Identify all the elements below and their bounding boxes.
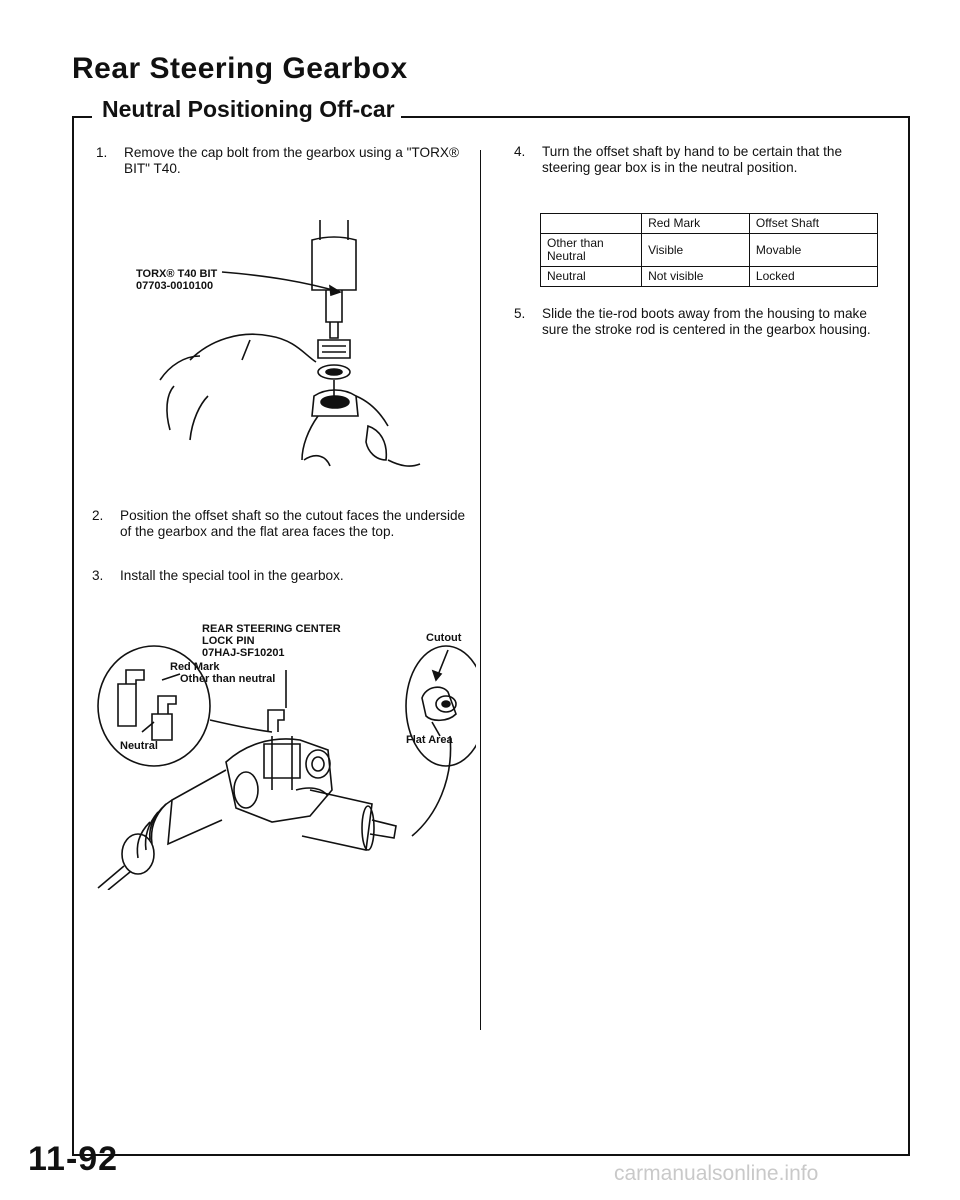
lock-pin-title-1: REAR STEERING CENTER (202, 623, 341, 635)
table-row (541, 267, 878, 287)
step-number: 5. (514, 306, 526, 321)
table-cell: Locked (749, 267, 877, 287)
torx-bit-name: TORX® T40 BIT (136, 268, 218, 280)
column-divider (480, 150, 481, 1030)
table-cell: Other than Neutral (541, 234, 642, 267)
page-title: Rear Steering Gearbox (72, 52, 408, 85)
section-title: Neutral Positioning Off-car (98, 96, 401, 123)
frame-top-edge-right (378, 116, 910, 118)
table-header-cell (541, 214, 642, 234)
step-number: 4. (514, 144, 526, 159)
table-header-row (541, 214, 878, 234)
torx-bit-part-number: 07703-0010100 (136, 280, 214, 292)
table-cell: Neutral (541, 267, 642, 287)
flat-area-label: Flat Area (406, 734, 453, 746)
step-number: 2. (92, 508, 104, 523)
neutral-label: Neutral (120, 740, 158, 752)
other-than-neutral-label: Other than neutral (180, 673, 276, 685)
step-text: Position the offset shaft so the cutout faces the underside of the gearbox and the flat area faces the top. (120, 508, 466, 539)
step-text: Turn the offset shaft by hand to be certain that the steering gear box is in the neutral position. (542, 144, 843, 175)
lock-pin-part-number: 07HAJ-SF10201 (202, 647, 285, 659)
watermark: carmanualsonline.info (614, 1162, 819, 1185)
table-cell: Visible (642, 234, 750, 267)
step-number: 3. (92, 568, 104, 583)
step-text: Install the special tool in the gearbox. (120, 568, 344, 583)
step-text: Slide the tie-rod boots away from the housing to make sure the stroke rod is centered in the gearbox housing. (542, 306, 871, 337)
lock-pin-installation-illustration (96, 640, 476, 890)
lock-pin-title-2: LOCK PIN (202, 635, 255, 647)
torx-bit-illustration (130, 190, 460, 490)
table-header-cell: Red Mark (642, 214, 750, 234)
step-number: 1. (96, 145, 108, 160)
table-header-cell: Offset Shaft (749, 214, 877, 234)
red-mark-label: Red Mark (170, 661, 220, 673)
table-cell: Not visible (642, 267, 750, 287)
table-cell: Movable (749, 234, 877, 267)
step-text: Remove the cap bolt from the gearbox using a "TORX® BIT" T40. (124, 145, 459, 176)
page-number: 11-92 (28, 1140, 119, 1178)
cutout-label: Cutout (426, 632, 462, 644)
frame-top-edge-left (72, 116, 92, 118)
table-row (541, 234, 878, 267)
offset-shaft-status-table (540, 213, 878, 287)
